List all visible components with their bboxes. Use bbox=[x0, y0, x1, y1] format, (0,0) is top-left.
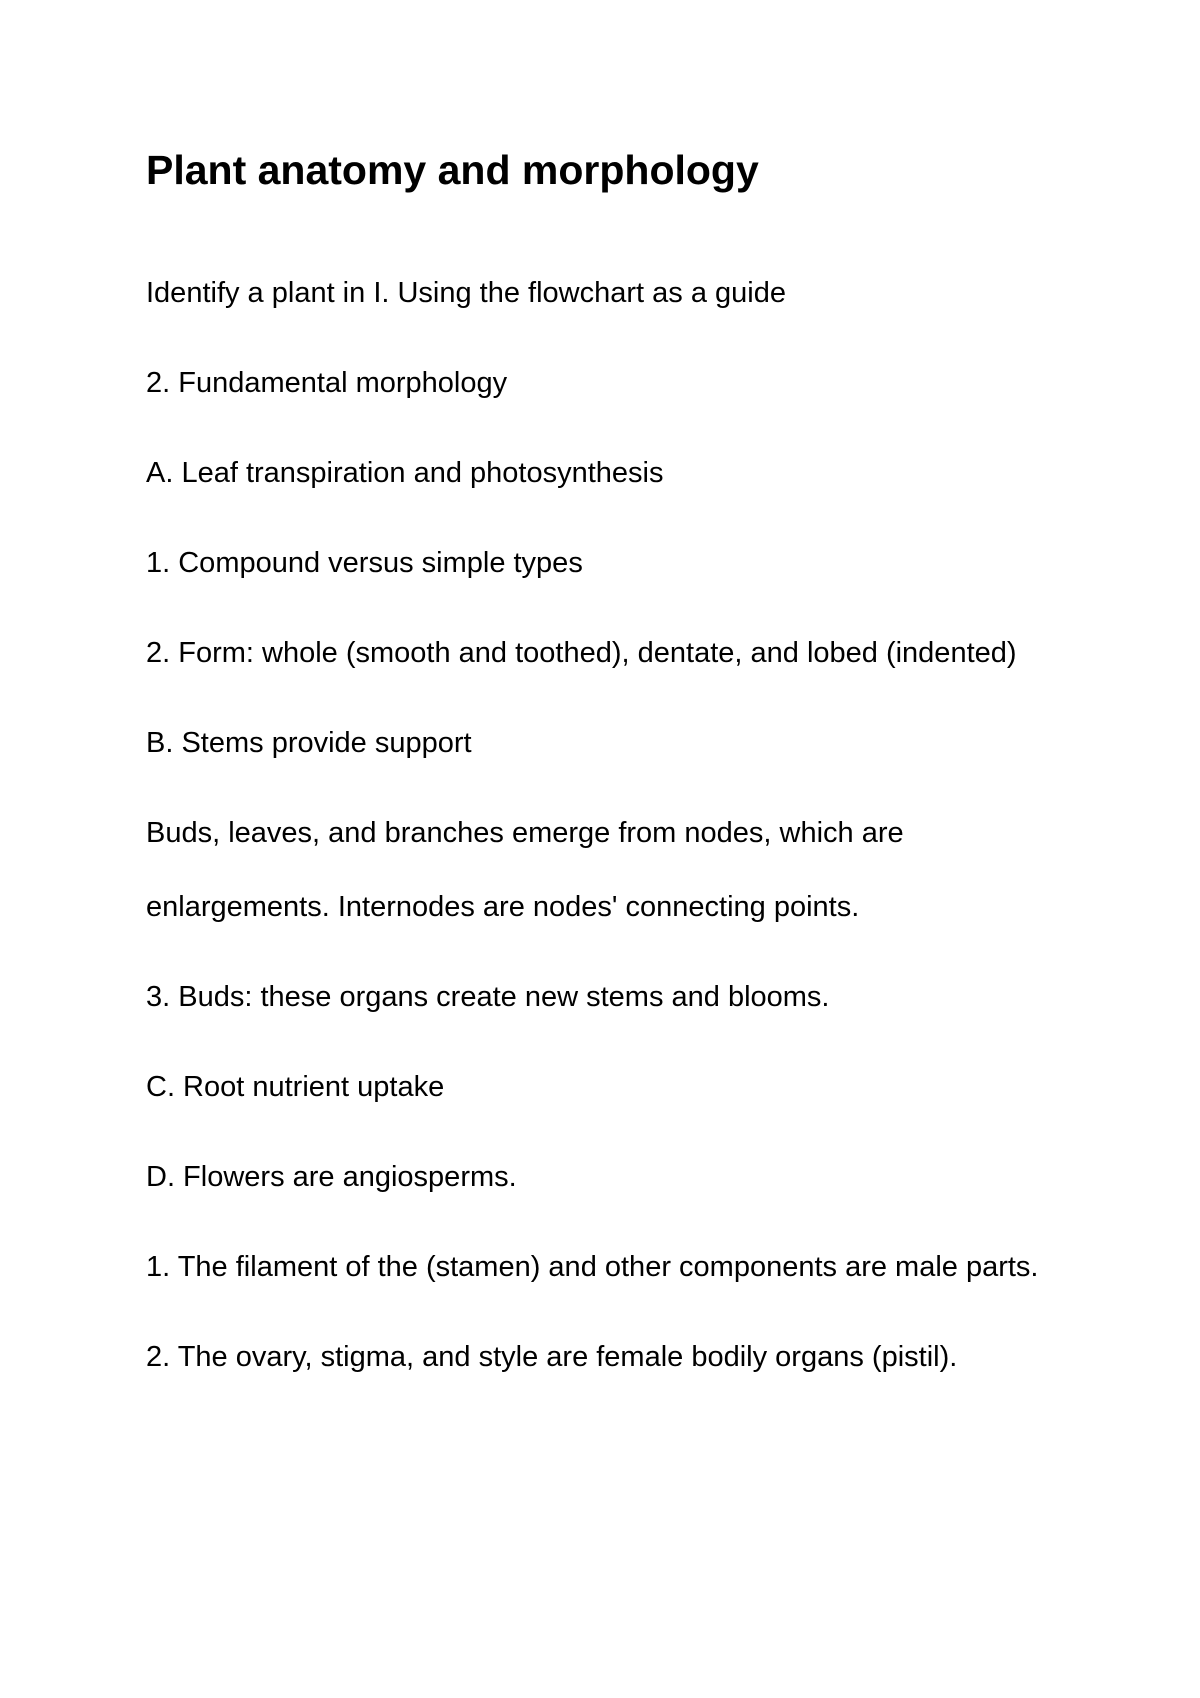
paragraph-stems: B. Stems provide support bbox=[146, 727, 472, 759]
paragraph-leaf: A. Leaf transpiration and photosynthesis bbox=[146, 457, 664, 489]
document-title: Plant anatomy and morphology bbox=[146, 147, 759, 193]
paragraph-nodes: Buds, leaves, and branches emerge from nodes, which are enlargements. Internodes are nodes' connecting points. bbox=[146, 817, 904, 923]
document-body bbox=[146, 256, 1076, 1410]
paragraph-root: C. Root nutrient uptake bbox=[146, 1071, 445, 1103]
paragraph-fundamental-morphology: 2. Fundamental morphology bbox=[146, 367, 508, 399]
paragraph-compound-simple: 1. Compound versus simple types bbox=[146, 547, 583, 579]
paragraph-male-parts: 1. The filament of the (stamen) and other components are male parts. bbox=[146, 1251, 1039, 1283]
paragraph-flowers: D. Flowers are angiosperms. bbox=[146, 1161, 517, 1193]
paragraph-female-parts: 2. The ovary, stigma, and style are female bodily organs (pistil). bbox=[146, 1341, 958, 1373]
paragraph-identify-plant: Identify a plant in I. Using the flowchart as a guide bbox=[146, 277, 786, 309]
paragraph-leaf-form: 2. Form: whole (smooth and toothed), dentate, and lobed (indented) bbox=[146, 637, 1017, 669]
paragraph-buds: 3. Buds: these organs create new stems and blooms. bbox=[146, 981, 830, 1013]
